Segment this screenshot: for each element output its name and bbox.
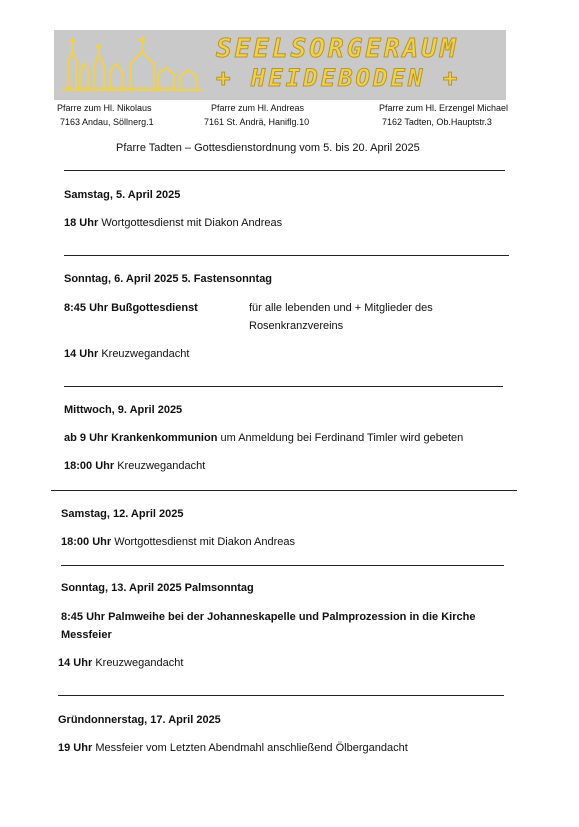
event-text: Kreuzwegandacht [117, 460, 206, 472]
divider [61, 565, 504, 566]
logo-line1: SEELSORGERAUM [216, 34, 459, 64]
event-item [64, 432, 463, 444]
event-text: Wortgottesdienst mit Diakon Andreas [101, 217, 283, 229]
day-date: Sonntag, 6. April 2025 5. Fastensonntag [64, 273, 273, 285]
parish-address: 7163 Andau, Söllnerg.1 [60, 117, 154, 127]
event-time: 18 Uhr [64, 217, 99, 229]
event-item [64, 460, 205, 472]
event-item [58, 742, 408, 754]
event-time: 18:00 Uhr [61, 536, 112, 548]
logo-line2: + HEIDEBODEN + [216, 64, 461, 92]
event-text: Kreuzwegandacht [101, 348, 190, 360]
event-time: 8:45 Uhr Bußgottesdienst [64, 302, 198, 314]
event-text: um Anmeldung bei Ferdinand Timler wird gebeten [220, 432, 464, 444]
parish-name: Pfarre zum Hl. Andreas [211, 103, 305, 113]
event-time: 19 Uhr [58, 742, 93, 754]
event-note: Rosenkranzvereins [249, 320, 344, 332]
event-time: ab 9 Uhr Krankenkommunion [64, 432, 218, 444]
event-time: 14 Uhr [64, 348, 99, 360]
logo-towns: ANDAU • TADTEN • ST.ANDRÄ [64, 86, 176, 93]
parish-tadten [379, 101, 508, 129]
day-date: Sonntag, 13. April 2025 Palmsonntag [61, 582, 254, 594]
parish-name: Pfarre zum Hl. Nikolaus [57, 103, 152, 113]
event-text: Wortgottesdienst mit Diakon Andreas [114, 536, 295, 548]
parish-address: 7162 Tadten, Ob.Hauptstr.3 [382, 117, 492, 127]
parish-name: Pfarre zum Hl. Erzengel Michael [379, 103, 509, 113]
event-time: 14 Uhr [58, 657, 93, 669]
divider [58, 695, 504, 696]
event-item [58, 657, 183, 669]
divider [64, 170, 505, 171]
divider [64, 255, 509, 256]
parish-address: 7161 St. Andrä, Haniflg.10 [204, 117, 310, 127]
divider [64, 386, 503, 387]
page-title: Pfarre Tadten – Gottesdienstordnung vom 5. bis 20. April 2025 [116, 142, 420, 154]
event-item [61, 536, 295, 548]
event-text: Kreuzwegandacht [95, 657, 184, 669]
divider [51, 490, 517, 491]
event-item [64, 348, 189, 360]
day-date: Mittwoch, 9. April 2025 [64, 404, 183, 416]
day-date: Samstag, 12. April 2025 [61, 508, 184, 520]
event-text: Messfeier vom Letzten Abendmahl anschließend Ölbergandacht [95, 742, 408, 754]
parish-andau [57, 101, 154, 129]
day-date: Samstag, 5. April 2025 [64, 189, 181, 201]
parish-st-andrae [204, 101, 310, 129]
event-time: 18:00 Uhr [64, 460, 115, 472]
event-line: 8:45 Uhr Palmweihe bei der Johanneskapelle und Palmprozession in die Kirche [61, 611, 476, 623]
day-date: Gründonnerstag, 17. April 2025 [58, 714, 221, 726]
event-item [64, 217, 282, 229]
event-note: für alle lebenden und + Mitglieder des [249, 302, 433, 314]
event-line: Messfeier [61, 629, 112, 641]
